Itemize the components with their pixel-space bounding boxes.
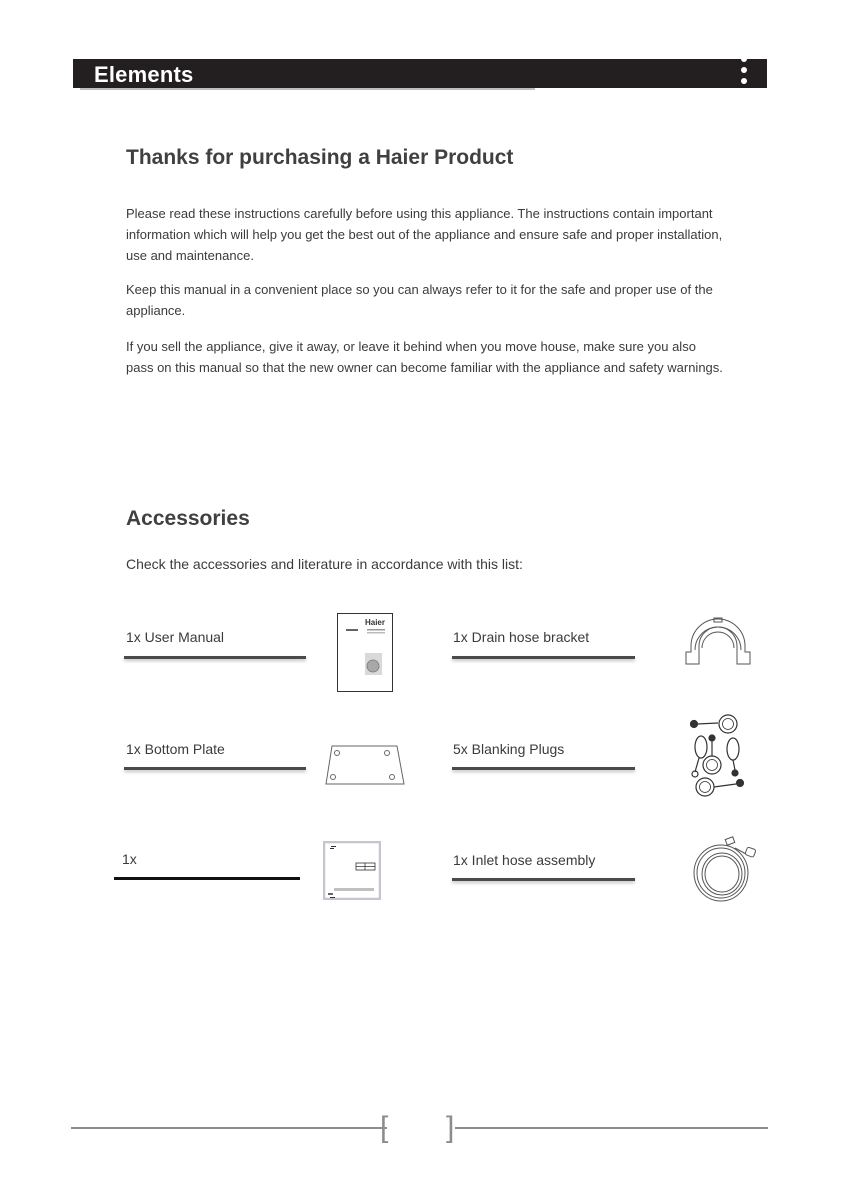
accessory-label-document: 1x <box>122 851 137 867</box>
vertical-dots-icon <box>740 56 748 90</box>
manual-brand-text: Haier <box>364 618 386 627</box>
footer-bracket-right: ] <box>446 1111 455 1144</box>
header-underline <box>80 88 535 90</box>
footer-line-right <box>455 1127 768 1129</box>
user-manual-icon <box>337 613 394 693</box>
footer-bracket-left: [ <box>380 1111 389 1144</box>
accessory-rule <box>452 656 635 659</box>
energy-label-document-icon <box>323 841 381 900</box>
accessory-rule <box>124 656 306 659</box>
bottom-plate-icon <box>324 744 406 788</box>
accessory-label-drain-hose-bracket: 1x Drain hose bracket <box>453 629 590 645</box>
blanking-plugs-icon <box>690 712 748 798</box>
accessory-label-bottom-plate: 1x Bottom Plate <box>126 741 225 757</box>
intro-paragraph-3: If you sell the appliance, give it away, or leave it behind when you move house, make sure you also pass on this manual so that the new owner can become familiar with the appliance and safety warnings. <box>126 339 723 375</box>
accessory-rule <box>452 878 635 881</box>
drain-hose-bracket-icon <box>683 616 753 668</box>
accessory-rule <box>124 767 306 770</box>
accessory-label-user-manual: 1x User Manual <box>126 629 225 645</box>
intro-paragraph-1: Please read these instructions carefully before using this appliance. The instructions contain important information which will help you get the best out of the appliance and ensure safe and proper installation, use and maintenance. <box>126 206 723 263</box>
accessory-rule <box>452 767 635 770</box>
accessory-label-inlet-hose: 1x Inlet hose assembly <box>453 852 596 868</box>
intro-paragraph-2: Keep this manual in a convenient place so you can always refer to it for the safe and proper use of the appliance. <box>126 282 713 318</box>
footer-line-left <box>71 1127 387 1129</box>
intro-heading: Thanks for purchasing a Haier Product <box>126 146 514 169</box>
inlet-hose-icon <box>691 832 759 904</box>
accessory-rule <box>114 877 300 880</box>
accessories-heading: Accessories <box>126 507 250 530</box>
accessories-intro: Check the accessories and literature in accordance with this list: <box>126 556 523 572</box>
accessory-label-blanking-plugs: 5x Blanking Plugs <box>453 741 565 757</box>
section-title: Elements <box>94 62 194 87</box>
